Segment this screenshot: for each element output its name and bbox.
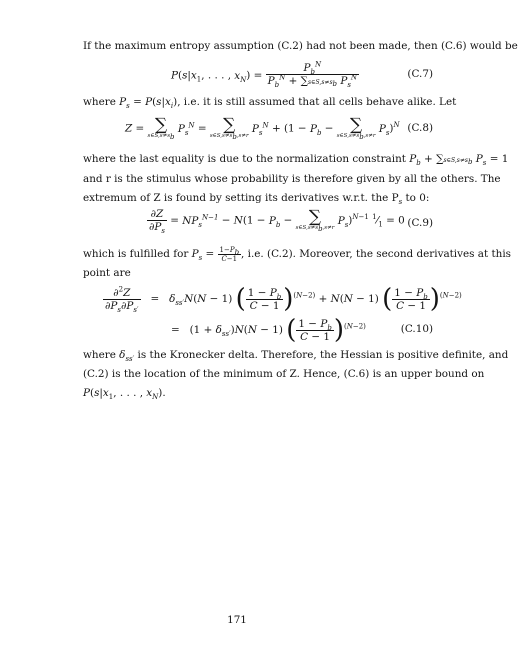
equation-number: (C.7)	[407, 68, 433, 80]
paragraph-conclusion: where $\delta_{ss'}$ is the Kronecker delta. Therefore, the Hessian is positive definite, and (C.2) is the location of the minimum of Z. Hence, (C.6) is an upper bound on $P(s|x_1$, . . . , $x_N$).	[83, 349, 509, 402]
text-line: If the maximum entropy assumption (C.2) had not been made, then (C.6) would be	[83, 40, 518, 52]
paragraph-intro	[83, 37, 518, 56]
equation-c8: Z = ∑ $s\in S,s\ne s_b$ $P_s^N$ = ∑ $s\in S,s\ne s_b,s\ne r$ $P_s^N + (1 - P_b$ − ∑ $s\in S,s\ne s_b,s\ne r$ $P_s)^N$ (C.8)	[125, 115, 433, 142]
paragraph-second-derivatives: which is fulfilled for $P_s$ = $\frac{1-P_b}{C-1}$ , i.e. (C.2). Moreover, the second derivatives at this point are	[83, 245, 511, 279]
equation-c10: $\frac{\partial^2Z}{\partial P_s\partial P_{s'}}$ = $\delta_{ss'}N(N - 1)$ ( $\frac{1 - P_b}{C - 1}$ )$^{(N-2)}$ + N(N − 1) ( $\frac{1 - P_b}{C - 1}$ )$^{(N-2)}$ = $(1 + \delta_{ss'})N(N - 1)$ ( $\frac{1 - P_b}{C - 1}$ )$^{(N-2)}$ (C.10)	[105, 284, 462, 345]
equation-number: (C.9)	[407, 217, 433, 229]
equation-c7: $P(s|x_1$, . . . , $x_N$) = $\frac{P_b^N}{P_b^N + \sum s\in S,s\ne s_b P_s^N}$ (C.7)	[171, 60, 433, 90]
page-number: 171	[227, 614, 247, 626]
equation-number: (C.8)	[407, 122, 433, 134]
equation-number: (C.10)	[400, 323, 433, 335]
paragraph-normalization: where the last equality is due to the normalization constraint $P_b$ + $\sum s\in S,s\ne s_b$ $P_s = 1$ and r is the stimulus whose probability is therefore given by all the others. The extremum of Z is found by setting its derivatives w.r.t. the $P_s$ to 0:	[83, 153, 509, 207]
equation-c9: $\frac{\partial Z}{\partial P_s}$ = $NP_s^{N-1} - N(1 - P_b$ − ∑ $s\in S,s\ne s_b,s\ne r$ $P_s)^{N-1}$ $^1⁄_1 = 0$ (C.9)	[149, 207, 433, 236]
paragraph-where-ps: where $P_s = P(s|x_i)$, i.e. it is still assumed that all cells behave alike. Let	[83, 96, 457, 111]
